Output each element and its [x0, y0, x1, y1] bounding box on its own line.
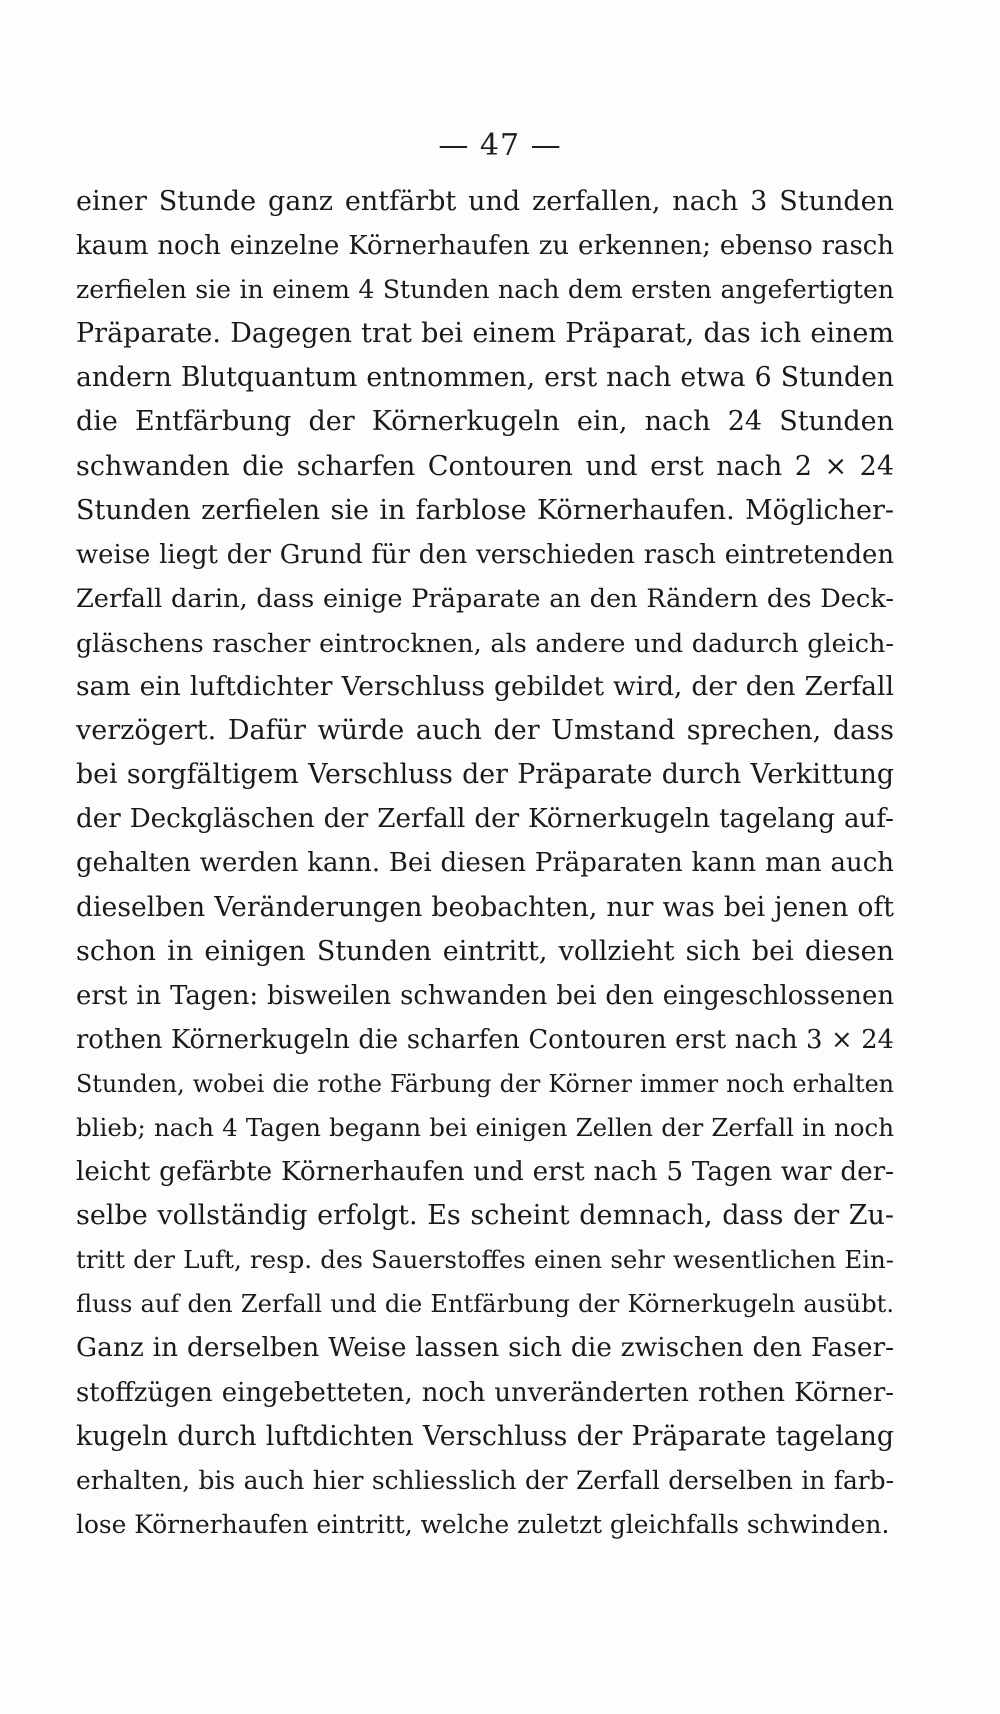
text-line: einer Stunde ganz entfärbt und zerfallen, nach 3 Stunden [76, 186, 894, 217]
text-line: Stunden zerfielen sie in farblose Körnerhaufen. Möglicher- [76, 494, 894, 526]
text-line: Präparate. Dagegen trat bei einem Präparat, das ich einem [76, 318, 894, 350]
text-line: rothen Körnerkugeln die scharfen Contouren erst nach 3 × 24 [76, 1024, 894, 1055]
text-line: Zerfall darin, dass einige Präparate an den Rändern des Deck- [76, 583, 894, 614]
text-line: gläschens rascher eintrocknen, als andere und dadurch gleich- [76, 627, 894, 658]
text-line: selbe vollständig erfolgt. Es scheint demnach, dass der Zu- [76, 1200, 894, 1232]
text-line: Ganz in derselben Weise lassen sich die zwischen den Faser- [76, 1332, 894, 1364]
text-line: gehalten werden kann. Bei diesen Präparaten kann man auch [76, 848, 894, 879]
text-line: lose Körnerhaufen eintritt, welche zuletzt gleichfalls schwinden. [76, 1509, 890, 1539]
text-line: verzögert. Dafür würde auch der Umstand sprechen, dass [76, 715, 894, 747]
text-line: der Deckgläschen der Zerfall der Körnerkugeln tagelang auf- [76, 804, 894, 835]
text-line: zerfielen sie in einem 4 Stunden nach dem ersten angefertigten [76, 275, 894, 305]
text-line: schon in einigen Stunden eintritt, vollzieht sich bei diesen [76, 935, 894, 967]
text-line: stoffzügen eingebetteten, noch unveränderten rothen Körner- [76, 1377, 894, 1408]
text-line: bei sorgfältigem Verschluss der Präparate durch Verkittung [76, 759, 894, 791]
text-line: erst in Tagen: bisweilen schwanden bei den eingeschlossenen [76, 980, 894, 1011]
text-line: Stunden, wobei die rothe Färbung der Körner immer noch erhalten [76, 1069, 894, 1098]
text-line: dieselben Veränderungen beobachten, nur was bei jenen oft [76, 891, 894, 923]
text-line: erhalten, bis auch hier schliesslich der Zerfall derselben in farb- [76, 1465, 894, 1495]
text-line: tritt der Luft, resp. des Sauerstoffes einen sehr wesentlichen Ein- [76, 1245, 894, 1275]
text-line: sam ein luftdichter Verschluss gebildet wird, der den Zerfall [76, 671, 894, 703]
body-paragraph [76, 180, 894, 1547]
text-line: blieb; nach 4 Tagen begann bei einigen Zellen der Zerfall in noch [76, 1112, 894, 1142]
text-line: die Entfärbung der Körnerkugeln ein, nach 24 Stunden [76, 406, 894, 438]
page-number: — 47 — [438, 128, 562, 163]
text-line: kaum noch einzelne Körnerhaufen zu erkennen; ebenso rasch [76, 231, 894, 262]
text-line: weise liegt der Grund für den verschieden rasch eintretenden [76, 539, 894, 570]
text-line: fluss auf den Zerfall und die Entfärbung der Körnerkugeln ausübt. [76, 1290, 894, 1319]
text-line: leicht gefärbte Körnerhaufen und erst nach 5 Tagen war der- [76, 1157, 894, 1188]
text-line: schwanden die scharfen Contouren und erst nach 2 × 24 [76, 450, 894, 482]
text-line: kugeln durch luftdichten Verschluss der Präparate tagelang [76, 1420, 894, 1452]
text-line: andern Blutquantum entnommen, erst nach etwa 6 Stunden [76, 362, 894, 394]
